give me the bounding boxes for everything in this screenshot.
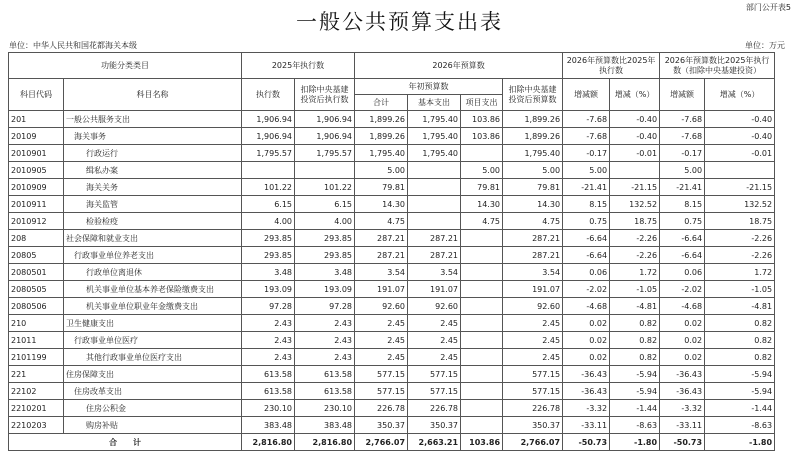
- table-row: [9, 400, 775, 417]
- cell-pct2: 18.75: [705, 213, 775, 230]
- cell-total: 14.30: [355, 196, 408, 213]
- table-row: [9, 417, 775, 434]
- subject-name-cell: 机关事业单位基本养老保险缴费支出: [64, 281, 242, 298]
- cell-total: 226.78: [355, 400, 408, 417]
- cell-pct2: -2.26: [705, 230, 775, 247]
- cell-project: [461, 315, 503, 332]
- cell-pct: 18.75: [610, 213, 660, 230]
- cell-exec: 6.15: [242, 196, 295, 213]
- subject-name-cell: 海关关务: [64, 179, 242, 196]
- cell-pct2: 0.82: [705, 349, 775, 366]
- cell-exec: 613.58: [242, 366, 295, 383]
- cell-basic: 350.37: [408, 417, 461, 434]
- cell-exec-ex: 101.22: [295, 179, 355, 196]
- cell-exec-ex: 1,906.94: [295, 128, 355, 145]
- subject-name-cell: 缉私办案: [64, 162, 242, 179]
- cell-pct: -2.26: [610, 247, 660, 264]
- cell-exec: 2.43: [242, 315, 295, 332]
- cell-inc: 0.06: [563, 264, 610, 281]
- cell-pct: -1.05: [610, 281, 660, 298]
- cell-pct: -1.44: [610, 400, 660, 417]
- subject-code-cell: 2010905: [9, 162, 64, 179]
- cell-exec-ex: 293.85: [295, 247, 355, 264]
- cell-pct2: [705, 162, 775, 179]
- subject-name-cell: 行政事业单位养老支出: [64, 247, 242, 264]
- subject-name-cell: 行政运行: [64, 145, 242, 162]
- subject-name-cell: 海关监管: [64, 196, 242, 213]
- cell-exec: 2.43: [242, 349, 295, 366]
- subject-code-cell: 2080505: [9, 281, 64, 298]
- subject-name-cell: 社会保障和就业支出: [64, 230, 242, 247]
- cell-exec: 1,795.57: [242, 145, 295, 162]
- cell-exec: 101.22: [242, 179, 295, 196]
- subject-name-cell: 行政单位离退休: [64, 264, 242, 281]
- total-cell-project: 103.86: [461, 434, 503, 451]
- cell-exec: 613.58: [242, 383, 295, 400]
- header-exec-2025: 2025年执行数: [242, 53, 355, 79]
- cell-inc2: -7.68: [660, 111, 705, 128]
- cell-exec: 3.48: [242, 264, 295, 281]
- cell-pct: -4.81: [610, 298, 660, 315]
- cell-exec: 230.10: [242, 400, 295, 417]
- cell-pct2: -5.94: [705, 383, 775, 400]
- table-row: [9, 366, 775, 383]
- cell-pct2: -21.15: [705, 179, 775, 196]
- cell-total: 191.07: [355, 281, 408, 298]
- cell-basic: 287.21: [408, 230, 461, 247]
- table-row: [9, 281, 775, 298]
- cell-pct2: -0.01: [705, 145, 775, 162]
- cell-inc2: -2.02: [660, 281, 705, 298]
- total-cell-exec-ex: 2,816.80: [295, 434, 355, 451]
- cell-budget-ex: 2.45: [503, 349, 563, 366]
- cell-project: [461, 383, 503, 400]
- cell-total: 3.54: [355, 264, 408, 281]
- cell-inc2: 0.02: [660, 349, 705, 366]
- cell-inc: -36.43: [563, 383, 610, 400]
- cell-exec-ex: 613.58: [295, 383, 355, 400]
- table-row: [9, 230, 775, 247]
- cell-pct: 0.82: [610, 349, 660, 366]
- subject-code-cell: 20109: [9, 128, 64, 145]
- cell-project: 5.00: [461, 162, 503, 179]
- cell-budget-ex: 2.45: [503, 332, 563, 349]
- cell-basic: 1,795.40: [408, 128, 461, 145]
- cell-exec-ex: 2.43: [295, 332, 355, 349]
- cell-total: 577.15: [355, 366, 408, 383]
- cell-total: 79.81: [355, 179, 408, 196]
- header-compare-exec: 2026年预算数比2025年执行数: [563, 53, 660, 79]
- budget-table: [8, 52, 775, 451]
- cell-total: 1,899.26: [355, 111, 408, 128]
- header-project: 项目支出: [461, 95, 503, 111]
- cell-exec: 97.28: [242, 298, 295, 315]
- cell-basic: 3.54: [408, 264, 461, 281]
- cell-basic: 287.21: [408, 247, 461, 264]
- cell-pct2: -5.94: [705, 366, 775, 383]
- cell-project: [461, 332, 503, 349]
- cell-project: [461, 417, 503, 434]
- cell-basic: 92.60: [408, 298, 461, 315]
- unit-organization: 单位：中华人民共和国花都海关本级: [9, 41, 137, 50]
- cell-basic: [408, 162, 461, 179]
- cell-budget-ex: 1,795.40: [503, 145, 563, 162]
- cell-inc: 0.75: [563, 213, 610, 230]
- total-row: [9, 434, 775, 451]
- total-cell-pct2: -1.80: [705, 434, 775, 451]
- cell-project: [461, 400, 503, 417]
- subject-name-cell: 其他行政事业单位医疗支出: [64, 349, 242, 366]
- cell-project: [461, 264, 503, 281]
- cell-pct: -0.01: [610, 145, 660, 162]
- cell-budget-ex: 1,899.26: [503, 111, 563, 128]
- cell-total: 2.45: [355, 332, 408, 349]
- cell-inc: -6.64: [563, 247, 610, 264]
- cell-inc: -3.32: [563, 400, 610, 417]
- cell-exec-ex: 2.43: [295, 315, 355, 332]
- cell-budget-ex: 1,899.26: [503, 128, 563, 145]
- cell-exec: 4.00: [242, 213, 295, 230]
- header-budget-excl: 扣除中央基建投资后预算数: [503, 79, 563, 111]
- subject-code-cell: 2080506: [9, 298, 64, 315]
- cell-inc2: -4.68: [660, 298, 705, 315]
- cell-pct2: -2.26: [705, 247, 775, 264]
- cell-exec-ex: 230.10: [295, 400, 355, 417]
- cell-inc2: 0.06: [660, 264, 705, 281]
- cell-basic: [408, 179, 461, 196]
- cell-basic: 577.15: [408, 366, 461, 383]
- cell-inc2: -36.43: [660, 383, 705, 400]
- cell-budget-ex: 5.00: [503, 162, 563, 179]
- cell-pct2: 0.82: [705, 315, 775, 332]
- table-row: [9, 298, 775, 315]
- cell-exec: 193.09: [242, 281, 295, 298]
- cell-budget-ex: 191.07: [503, 281, 563, 298]
- table-row: [9, 247, 775, 264]
- cell-inc: -2.02: [563, 281, 610, 298]
- subject-name-cell: 机关事业单位职业年金缴费支出: [64, 298, 242, 315]
- cell-exec: 293.85: [242, 247, 295, 264]
- cell-budget-ex: 14.30: [503, 196, 563, 213]
- cell-inc: -33.11: [563, 417, 610, 434]
- subject-code-cell: 2080501: [9, 264, 64, 281]
- cell-inc2: -6.64: [660, 247, 705, 264]
- cell-inc2: -21.41: [660, 179, 705, 196]
- cell-pct2: -0.40: [705, 128, 775, 145]
- subject-code-cell: 201: [9, 111, 64, 128]
- cell-budget-ex: 577.15: [503, 383, 563, 400]
- subject-code-cell: 22102: [9, 383, 64, 400]
- cell-inc2: 0.75: [660, 213, 705, 230]
- header-compare-exec-excl: 2026年预算数比2025年执行数（扣除中央基建投资）: [660, 53, 775, 79]
- header-exec-excl: 扣除中央基建投资后执行数: [295, 79, 355, 111]
- cell-basic: 577.15: [408, 383, 461, 400]
- cell-basic: 191.07: [408, 281, 461, 298]
- cell-inc: 8.15: [563, 196, 610, 213]
- subject-code-cell: 2010901: [9, 145, 64, 162]
- cell-exec-ex: 613.58: [295, 366, 355, 383]
- cell-basic: 226.78: [408, 400, 461, 417]
- subject-name-cell: 一般公共服务支出: [64, 111, 242, 128]
- cell-pct2: -4.81: [705, 298, 775, 315]
- cell-budget-ex: 3.54: [503, 264, 563, 281]
- header-subject-name: 科目名称: [64, 79, 242, 111]
- total-cell-basic: 2,663.21: [408, 434, 461, 451]
- subject-code-cell: 2010912: [9, 213, 64, 230]
- cell-exec-ex: [295, 162, 355, 179]
- cell-total: 4.75: [355, 213, 408, 230]
- cell-exec-ex: 97.28: [295, 298, 355, 315]
- cell-exec-ex: 4.00: [295, 213, 355, 230]
- cell-exec-ex: 293.85: [295, 230, 355, 247]
- cell-inc: -36.43: [563, 366, 610, 383]
- subject-code-cell: 21011: [9, 332, 64, 349]
- cell-inc: 5.00: [563, 162, 610, 179]
- total-cell-inc: -50.73: [563, 434, 610, 451]
- cell-budget-ex: 350.37: [503, 417, 563, 434]
- cell-project: 79.81: [461, 179, 503, 196]
- header-exec-amount: 执行数: [242, 79, 295, 111]
- table-row: [9, 179, 775, 196]
- cell-exec: [242, 162, 295, 179]
- subject-code-cell: 2010909: [9, 179, 64, 196]
- cell-budget-ex: 287.21: [503, 230, 563, 247]
- subject-name-cell: 卫生健康支出: [64, 315, 242, 332]
- cell-exec-ex: 383.48: [295, 417, 355, 434]
- total-cell-exec: 2,816.80: [242, 434, 295, 451]
- cell-total: 287.21: [355, 230, 408, 247]
- cell-pct2: -1.44: [705, 400, 775, 417]
- cell-budget-ex: 287.21: [503, 247, 563, 264]
- cell-pct2: -0.40: [705, 111, 775, 128]
- subject-code-cell: 221: [9, 366, 64, 383]
- cell-exec-ex: 193.09: [295, 281, 355, 298]
- cell-inc: -7.68: [563, 111, 610, 128]
- table-row: [9, 349, 775, 366]
- subject-name-cell: 检验检疫: [64, 213, 242, 230]
- cell-pct2: 132.52: [705, 196, 775, 213]
- cell-exec: 1,906.94: [242, 128, 295, 145]
- cell-exec: 2.43: [242, 332, 295, 349]
- table-row: [9, 145, 775, 162]
- subject-name-cell: 行政事业单位医疗: [64, 332, 242, 349]
- cell-basic: 1,795.40: [408, 145, 461, 162]
- cell-inc2: 0.02: [660, 332, 705, 349]
- total-cell-inc2: -50.73: [660, 434, 705, 451]
- cell-pct: -2.26: [610, 230, 660, 247]
- cell-project: [461, 298, 503, 315]
- header-inc-pct: 增减（%）: [610, 79, 660, 111]
- table-row: [9, 315, 775, 332]
- cell-pct2: -8.63: [705, 417, 775, 434]
- cell-total: 287.21: [355, 247, 408, 264]
- header-inc-amount-2: 增减额: [660, 79, 705, 111]
- cell-total: 1,795.40: [355, 145, 408, 162]
- cell-inc2: 5.00: [660, 162, 705, 179]
- table-row: [9, 383, 775, 400]
- cell-pct: -8.63: [610, 417, 660, 434]
- subject-name-cell: 住房改革支出: [64, 383, 242, 400]
- cell-basic: 1,795.40: [408, 111, 461, 128]
- cell-pct: [610, 162, 660, 179]
- page-title: 一般公共预算支出表: [296, 10, 503, 34]
- cell-project: [461, 230, 503, 247]
- cell-budget-ex: 79.81: [503, 179, 563, 196]
- cell-exec-ex: 2.43: [295, 349, 355, 366]
- cell-inc: -21.41: [563, 179, 610, 196]
- subject-code-cell: 2210201: [9, 400, 64, 417]
- subject-code-cell: 2010911: [9, 196, 64, 213]
- cell-exec-ex: 1,795.57: [295, 145, 355, 162]
- cell-budget-ex: 92.60: [503, 298, 563, 315]
- cell-pct2: -1.05: [705, 281, 775, 298]
- table-row: [9, 162, 775, 179]
- cell-inc2: -3.32: [660, 400, 705, 417]
- header-inc-amount: 增减额: [563, 79, 610, 111]
- table-row: [9, 196, 775, 213]
- cell-inc: -6.64: [563, 230, 610, 247]
- subject-name-cell: 海关事务: [64, 128, 242, 145]
- header-inc-pct-2: 增减（%）: [705, 79, 775, 111]
- cell-inc: -4.68: [563, 298, 610, 315]
- cell-basic: [408, 213, 461, 230]
- page-corner-label: 部门公开表5: [745, 3, 791, 12]
- total-cell-pct: -1.80: [610, 434, 660, 451]
- cell-total: 92.60: [355, 298, 408, 315]
- subject-code-cell: 20805: [9, 247, 64, 264]
- subject-code-cell: 208: [9, 230, 64, 247]
- cell-budget-ex: 4.75: [503, 213, 563, 230]
- cell-pct2: 0.82: [705, 332, 775, 349]
- cell-project: 103.86: [461, 128, 503, 145]
- subject-name-cell: 购房补贴: [64, 417, 242, 434]
- table-body: [9, 111, 775, 451]
- cell-inc2: -7.68: [660, 128, 705, 145]
- cell-project: 14.30: [461, 196, 503, 213]
- cell-inc2: -0.17: [660, 145, 705, 162]
- cell-project: [461, 349, 503, 366]
- cell-budget-ex: 226.78: [503, 400, 563, 417]
- table-row: [9, 332, 775, 349]
- cell-total: 5.00: [355, 162, 408, 179]
- header-total: 合计: [355, 95, 408, 111]
- subject-code-cell: 2210203: [9, 417, 64, 434]
- cell-basic: [408, 196, 461, 213]
- header-basic: 基本支出: [408, 95, 461, 111]
- total-cell-budget-ex: 2,766.07: [503, 434, 563, 451]
- table-row: [9, 111, 775, 128]
- cell-project: [461, 247, 503, 264]
- cell-pct: 0.82: [610, 332, 660, 349]
- cell-total: 2.45: [355, 315, 408, 332]
- subject-name-cell: 住房公积金: [64, 400, 242, 417]
- cell-basic: 2.45: [408, 315, 461, 332]
- cell-total: 1,899.26: [355, 128, 408, 145]
- cell-pct: 1.72: [610, 264, 660, 281]
- subject-name-cell: 住房保障支出: [64, 366, 242, 383]
- cell-inc2: -36.43: [660, 366, 705, 383]
- cell-project: 103.86: [461, 111, 503, 128]
- cell-inc: 0.02: [563, 332, 610, 349]
- header-subject-code: 科目代码: [9, 79, 64, 111]
- subject-code-cell: 2101199: [9, 349, 64, 366]
- cell-inc: -7.68: [563, 128, 610, 145]
- cell-inc2: 0.02: [660, 315, 705, 332]
- cell-budget-ex: 2.45: [503, 315, 563, 332]
- cell-inc2: -33.11: [660, 417, 705, 434]
- cell-inc: 0.02: [563, 349, 610, 366]
- cell-exec-ex: 6.15: [295, 196, 355, 213]
- cell-exec-ex: 3.48: [295, 264, 355, 281]
- cell-total: 350.37: [355, 417, 408, 434]
- table-row: [9, 128, 775, 145]
- cell-pct: -5.94: [610, 366, 660, 383]
- cell-exec: 1,906.94: [242, 111, 295, 128]
- cell-budget-ex: 577.15: [503, 366, 563, 383]
- cell-inc: 0.02: [563, 315, 610, 332]
- cell-pct: -21.15: [610, 179, 660, 196]
- table-row: [9, 213, 775, 230]
- cell-pct: -5.94: [610, 383, 660, 400]
- cell-pct: 0.82: [610, 315, 660, 332]
- header-budget-2026: 2026年预算数: [355, 53, 563, 79]
- cell-pct: -0.40: [610, 128, 660, 145]
- total-cell-total: 2,766.07: [355, 434, 408, 451]
- header-func-class: 功能分类类目: [9, 53, 242, 79]
- cell-inc2: -6.64: [660, 230, 705, 247]
- cell-project: 4.75: [461, 213, 503, 230]
- cell-exec: 383.48: [242, 417, 295, 434]
- cell-project: [461, 281, 503, 298]
- header-annual-budget: 年初预算数: [355, 79, 503, 95]
- cell-inc: -0.17: [563, 145, 610, 162]
- unit-currency: 单位：万元: [745, 41, 785, 50]
- cell-project: [461, 366, 503, 383]
- cell-total: 577.15: [355, 383, 408, 400]
- cell-exec: 293.85: [242, 230, 295, 247]
- cell-project: [461, 145, 503, 162]
- subject-code-cell: 210: [9, 315, 64, 332]
- cell-pct: 132.52: [610, 196, 660, 213]
- cell-basic: 2.45: [408, 332, 461, 349]
- cell-exec-ex: 1,906.94: [295, 111, 355, 128]
- cell-pct: -0.40: [610, 111, 660, 128]
- cell-basic: 2.45: [408, 349, 461, 366]
- cell-inc2: 8.15: [660, 196, 705, 213]
- table-row: [9, 264, 775, 281]
- cell-pct2: 1.72: [705, 264, 775, 281]
- cell-total: 2.45: [355, 349, 408, 366]
- total-label: 合 计: [9, 434, 242, 451]
